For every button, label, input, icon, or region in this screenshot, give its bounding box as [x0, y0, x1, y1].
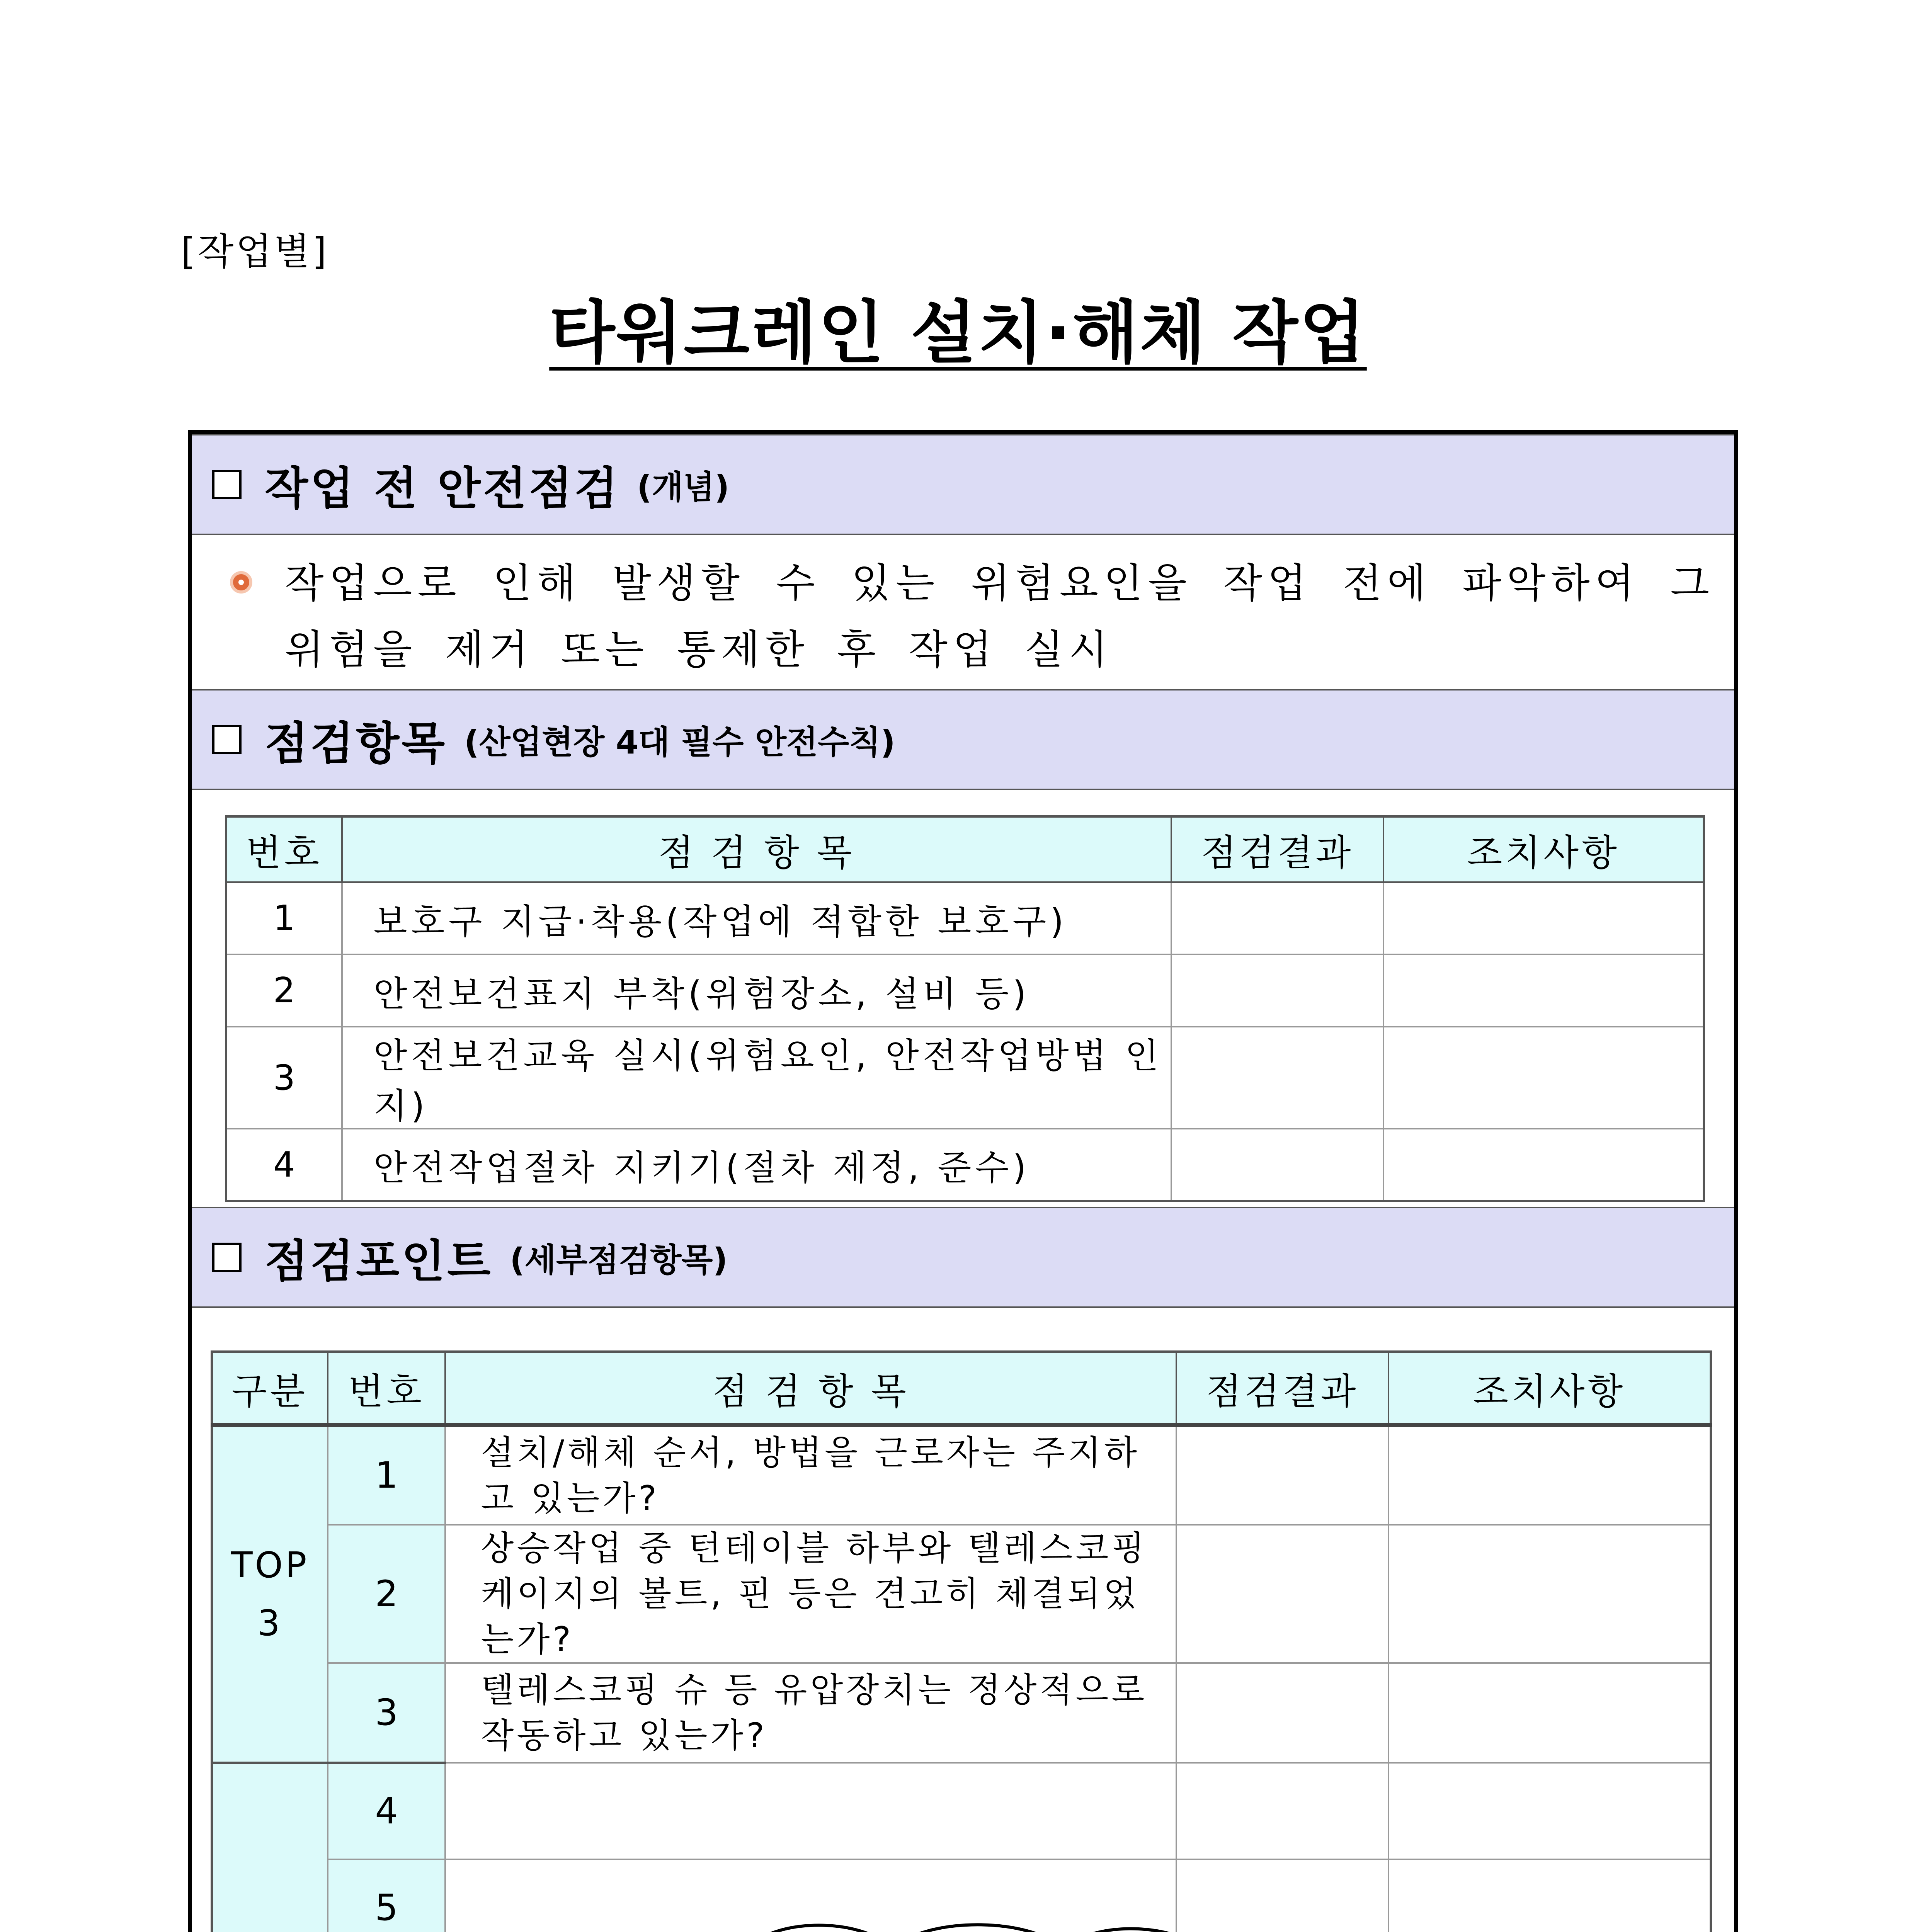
- row-number: 2: [328, 1525, 446, 1663]
- section-title: 점검포인트: [265, 1235, 493, 1287]
- header-result: 점검결과: [1176, 1352, 1389, 1425]
- cloud-callout: [502, 1917, 1383, 1932]
- checkbox-icon: [212, 1243, 242, 1272]
- table-row: [212, 1763, 1711, 1859]
- header-group: 구분: [212, 1352, 328, 1425]
- header-item: 점 검 항 목: [445, 1352, 1176, 1425]
- row-item: 보호구 지급·착용(작업에 적합한 보호구): [342, 882, 1171, 954]
- table-row: [212, 1525, 1711, 1663]
- action-cell[interactable]: [1383, 954, 1704, 1027]
- row-number: 3: [328, 1663, 446, 1763]
- action-cell[interactable]: [1389, 1425, 1711, 1525]
- section-subtitle: (산업현장 4대 필수 안전수칙): [464, 723, 895, 761]
- action-cell[interactable]: [1389, 1525, 1711, 1663]
- table-row: [226, 1027, 1704, 1129]
- table-row: [226, 882, 1704, 954]
- row-number: 4: [328, 1763, 446, 1859]
- table-row: [212, 1663, 1711, 1763]
- action-cell[interactable]: [1383, 1027, 1704, 1129]
- result-cell[interactable]: [1176, 1425, 1389, 1525]
- row-number: 5: [328, 1859, 446, 1932]
- concept-body: [192, 534, 1734, 689]
- section-subtitle: (세부점검항목): [510, 1241, 728, 1279]
- header-result: 점검결과: [1171, 816, 1383, 882]
- action-cell[interactable]: [1389, 1663, 1711, 1763]
- cloud-shape: [502, 1917, 1383, 1932]
- document-title-text: 타워크레인 설치·해체 작업: [549, 293, 1367, 372]
- result-cell[interactable]: [1176, 1763, 1389, 1859]
- action-cell[interactable]: [1389, 1763, 1711, 1859]
- row-number: 3: [226, 1027, 342, 1129]
- essential-rules-table: [225, 815, 1705, 1202]
- row-item: 안전보건교육 실시(위험요인, 안전작업방법 인지): [342, 1027, 1171, 1129]
- action-cell[interactable]: [1383, 1129, 1704, 1201]
- section-subtitle: (개념): [637, 468, 730, 506]
- result-cell[interactable]: [1176, 1663, 1389, 1763]
- row-number: 1: [328, 1425, 446, 1525]
- result-cell[interactable]: [1171, 1027, 1383, 1129]
- row-number: 1: [226, 882, 342, 954]
- group-self-selected: [212, 1763, 328, 1932]
- header-item: 점 검 항 목: [342, 816, 1171, 882]
- table-header-row: [226, 816, 1704, 882]
- section-concept-header: [192, 434, 1734, 535]
- result-cell[interactable]: [1176, 1525, 1389, 1663]
- checkbox-icon: [212, 725, 242, 754]
- result-cell[interactable]: [1171, 954, 1383, 1027]
- row-item: 안전작업절차 지키기(절차 제정, 준수): [342, 1129, 1171, 1201]
- section-points-header: [192, 1207, 1734, 1308]
- table-row: [226, 954, 1704, 1027]
- checkbox-icon: [212, 470, 242, 499]
- row-item: 텔레스코핑 슈 등 유압장치는 정상적으로 작동하고 있는가?: [445, 1663, 1176, 1763]
- result-cell[interactable]: [1171, 882, 1383, 954]
- check-points-table: [211, 1350, 1712, 1932]
- concept-text: 작업으로 인해 발생할 수 있는 위험요인을 작업 전에 파악하여 그 위험을 제거 또는 통제한 후 작업 실시: [285, 560, 1715, 673]
- row-item[interactable]: [445, 1763, 1176, 1859]
- row-number: 2: [226, 954, 342, 1027]
- row-item: 설치/해체 순서, 방법을 근로자는 주지하고 있는가?: [445, 1425, 1176, 1525]
- table-row: [226, 1129, 1704, 1201]
- row-item: 상승작업 중 턴테이블 하부와 텔레스코핑케이지의 볼트, 핀 등은 견고히 체결되었는가?: [445, 1525, 1176, 1663]
- document-title: [0, 278, 1916, 376]
- section-title: 점검항목: [265, 717, 448, 770]
- table-header-row: [212, 1352, 1711, 1425]
- header-number: 번호: [226, 816, 342, 882]
- header-action: 조치사항: [1383, 816, 1704, 882]
- table-row: [212, 1425, 1711, 1525]
- category-label: [작업별]: [181, 230, 329, 273]
- header-number: 번호: [328, 1352, 446, 1425]
- bullet-icon: [230, 571, 252, 594]
- action-cell[interactable]: [1389, 1859, 1711, 1932]
- result-cell[interactable]: [1171, 1129, 1383, 1201]
- section-items-header: [192, 689, 1734, 790]
- header-action: 조치사항: [1389, 1352, 1711, 1425]
- group-top3: TOP 3: [212, 1425, 328, 1763]
- section-title: 작업 전 안전점검: [265, 462, 620, 515]
- row-item: 안전보건표지 부착(위험장소, 설비 등): [342, 954, 1171, 1027]
- row-number: 4: [226, 1129, 342, 1201]
- action-cell[interactable]: [1383, 882, 1704, 954]
